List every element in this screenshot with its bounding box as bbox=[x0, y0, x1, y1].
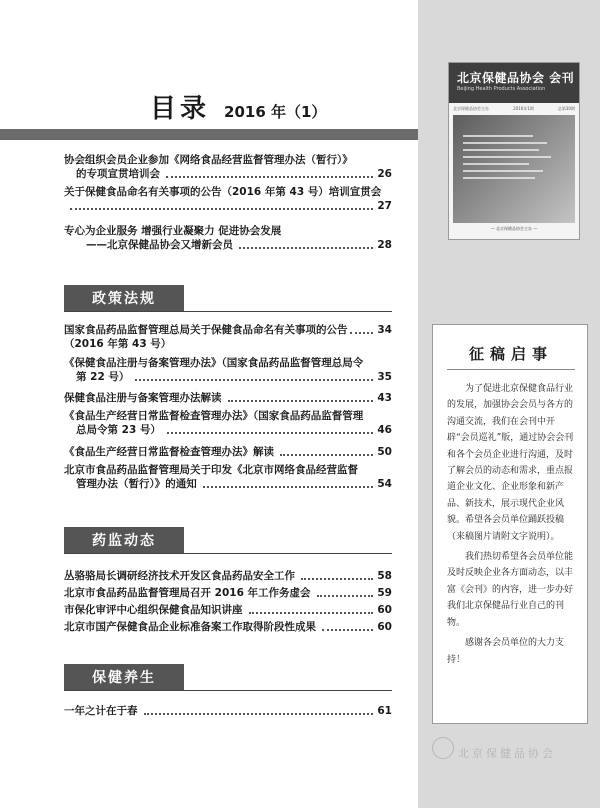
cover-title: 北京保健品协会 会刊 bbox=[457, 71, 575, 85]
toc-entry-text: 《保健食品注册与备案管理办法》（国家食品药品监督管理总局令 bbox=[64, 357, 364, 369]
toc-entry-text: 的专项宣贯培训会 bbox=[76, 168, 160, 180]
section-tag-regulatory-news: 药监动态 bbox=[64, 527, 184, 553]
toc-entry[interactable] bbox=[64, 224, 392, 252]
page-number: 54 bbox=[377, 478, 392, 490]
leader-dots bbox=[280, 454, 373, 456]
toc-entry-text: 市保化审评中心组织保健食品知识讲座 bbox=[64, 604, 243, 616]
leader-dots bbox=[135, 379, 373, 381]
notice-paragraph: 感谢各会员单位的大力支持！ bbox=[447, 638, 565, 665]
notice-divider bbox=[447, 369, 575, 370]
toc-entry[interactable] bbox=[64, 463, 392, 491]
toc-entry-text: 丛骆骆局长调研经济技术开发区食品药品安全工作 bbox=[64, 570, 295, 582]
toc-entry-text: ——北京保健品协会又增新会员 bbox=[86, 239, 233, 251]
leader-dots bbox=[167, 432, 373, 434]
toc-entry[interactable] bbox=[64, 409, 392, 437]
section-divider bbox=[64, 690, 392, 691]
page-number: 60 bbox=[377, 621, 392, 633]
journal-cover-image bbox=[448, 62, 580, 240]
toc-entry[interactable] bbox=[64, 603, 392, 617]
toc-entry-text: 保健食品注册与备案管理办法解读 bbox=[64, 392, 222, 404]
toc-entry-text: 第 22 号） bbox=[76, 371, 130, 383]
page-number: 35 bbox=[377, 371, 392, 383]
cover-meta bbox=[453, 106, 575, 113]
page-number: 60 bbox=[377, 604, 392, 616]
toc-entry[interactable] bbox=[64, 445, 392, 459]
page-number: 28 bbox=[377, 239, 392, 251]
toc-entry[interactable] bbox=[64, 323, 392, 351]
call-for-papers-box bbox=[432, 324, 588, 724]
toc-entry-text: 北京市国产保健食品企业标准备案工作取得阶段性成果 bbox=[64, 621, 316, 633]
toc-entry[interactable] bbox=[64, 391, 392, 405]
cover-meta-right: 总第30期 bbox=[557, 106, 575, 111]
toc-entry-text: （2016 年第 43 号） bbox=[64, 338, 172, 350]
cover-meta-mid: 2016年1期 bbox=[513, 106, 534, 111]
toc-entry-text: 协会组织会员企业参加《网络食品经营监督管理办法（暂行）》 bbox=[64, 154, 353, 166]
toc-entry[interactable] bbox=[64, 586, 392, 600]
toc-entry[interactable] bbox=[64, 704, 392, 718]
toc-entry-text: 北京市食品药品监督管理局召开 2016 年工作务虚会 bbox=[64, 587, 311, 599]
leader-dots bbox=[166, 176, 373, 178]
toc-entry[interactable] bbox=[64, 620, 392, 634]
leader-dots bbox=[350, 332, 374, 334]
notice-title: 征稿启事 bbox=[468, 345, 553, 363]
section-tag-health: 保健养生 bbox=[64, 664, 184, 690]
toc-entry-text: 管理办法（暂行）》的通知 bbox=[76, 478, 197, 490]
notice-paragraph: 我们热切希望各会员单位能及时反映企业各方面动态，以丰富《会刊》的内容，进一步办好我们北京保健品行业自己的刊物。 bbox=[447, 552, 574, 628]
cover-meta-left: 北京保健品协会主办 bbox=[453, 106, 489, 111]
leader-dots bbox=[249, 612, 374, 614]
cover-header bbox=[449, 63, 579, 103]
page-number: 61 bbox=[377, 705, 392, 717]
page-number: 26 bbox=[377, 168, 392, 180]
toc-entry[interactable] bbox=[64, 185, 392, 213]
leader-dots bbox=[144, 713, 374, 715]
toc-entry-text: 专心为企业服务 增强行业凝聚力 促进协会发展 bbox=[64, 225, 282, 237]
page-number: 59 bbox=[377, 587, 392, 599]
section-divider bbox=[64, 553, 392, 554]
header-bar bbox=[0, 129, 418, 140]
issue-label: 2016 年（1） bbox=[224, 103, 327, 121]
toc-entry-text: 《食品生产经营日常监督检查管理办法》（国家食品药品监督管理 bbox=[64, 410, 364, 422]
notice-body bbox=[447, 381, 575, 672]
page-number: 34 bbox=[377, 324, 392, 336]
toc-entry[interactable] bbox=[64, 153, 392, 181]
toc-entry-text: 关于保健食品命名有关事项的公告（2016 年第 43 号）培训宣贯会 bbox=[64, 186, 382, 198]
toc-entry-text: 国家食品药品监督管理总局关于保健食品命名有关事项的公告 bbox=[64, 324, 348, 336]
toc-header bbox=[150, 88, 327, 124]
toc-entry-text: 总局令第 23 号） bbox=[76, 424, 161, 436]
watermark-seal-icon bbox=[432, 737, 454, 759]
cover-footer: — 北京保健品协会主办 — bbox=[490, 226, 538, 231]
section-tag-policy: 政策法规 bbox=[64, 285, 184, 311]
toc-entry[interactable] bbox=[64, 569, 392, 583]
leader-dots bbox=[228, 400, 374, 402]
page-number: 50 bbox=[377, 446, 392, 458]
page-number: 58 bbox=[377, 570, 392, 582]
leader-dots bbox=[322, 629, 373, 631]
leader-dots bbox=[203, 486, 374, 488]
cover-subtitle: Beijing Health Products Association bbox=[457, 86, 546, 92]
page-number: 46 bbox=[377, 424, 392, 436]
toc-entry[interactable] bbox=[64, 356, 392, 384]
page-number: 43 bbox=[377, 392, 392, 404]
toc-entry-text: 《食品生产经营日常监督检查管理办法》解读 bbox=[64, 446, 274, 458]
page-number: 27 bbox=[377, 200, 392, 212]
leader-dots bbox=[301, 578, 373, 580]
notice-paragraph: 为了促进北京保健食品行业的发展，加强协会会员与各方的沟通交流，我们在会刊中开辟“会员巡礼”版，通过协会会刊和各个会员企业进行沟通，及时了解会员的动态和需求，重点报道企业文化、企业形象和新产品、新技术，展示现代企业风貌。希望各会员单位踊跃投稿（来稿图片请附文字说明）。 bbox=[447, 384, 574, 542]
leader-dots bbox=[239, 247, 373, 249]
cover-photo bbox=[453, 115, 575, 223]
section-divider bbox=[64, 311, 392, 312]
toc-entry-text: 一年之计在于春 bbox=[64, 705, 138, 717]
leader-dots bbox=[317, 595, 374, 597]
watermark: 北京保健品协会 bbox=[458, 747, 556, 760]
page-title: 目录 bbox=[150, 94, 211, 124]
leader-dots bbox=[70, 208, 373, 210]
toc-entry-text: 北京市食品药品监督管理局关于印发《北京市网络食品经营监督 bbox=[64, 464, 358, 476]
